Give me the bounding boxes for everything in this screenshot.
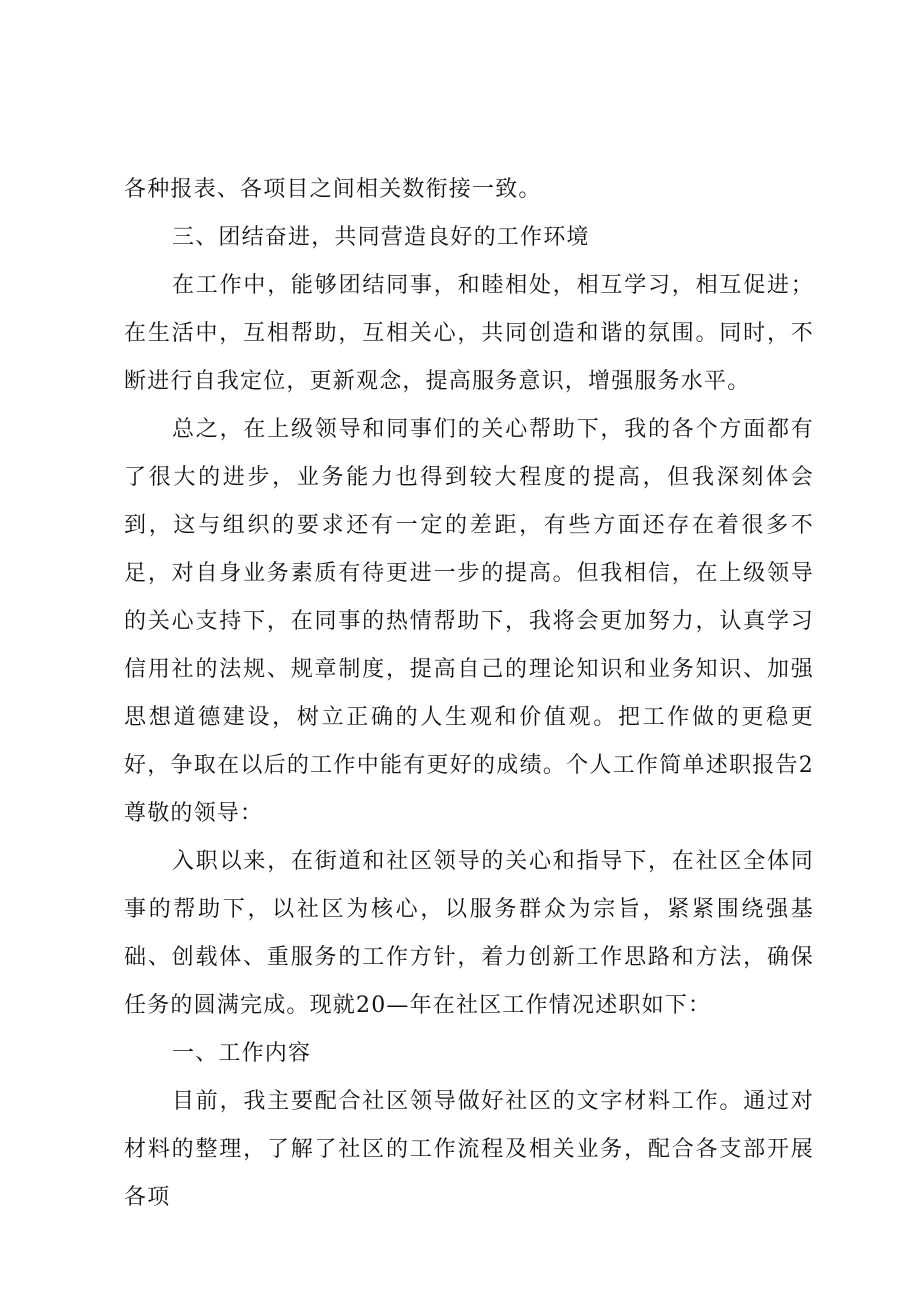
paragraph-summary: 总之，在上级领导和同事们的关心帮助下，我的各个方面都有了很大的进步，业务能力也得到较大程度的提高，但我深刻体会到，这与组织的要求还有一定的差距，有些方面还存在着很多不足，对自身业务素质有待更进一步的提高。但我相信，在上级领导的关心支持下，在同事的热情帮助下，我将会更加努力，认真学习信用社的法规、规章制度，提高自己的理论知识和业务知识、加强思想道德建设，树立正确的人生观和价值观。把工作做的更稳更好，争取在以后的工作中能有更好的成绩。个人工作简单述职报告2尊敬的领导： [124, 417, 814, 826]
paragraph-introduction: 入职以来，在街道和社区领导的关心和指导下，在社区全体同事的帮助下，以社区为核心，以服务群众为宗旨，紧紧围绕强基础、创载体、重服务的工作方针，着力创新工作思路和方法，确保任务的圆满完成。现就20—年在社区工作情况述职如下： [124, 849, 814, 1018]
document-body [124, 166, 814, 1222]
paragraph-work-content: 目前，我主要配合社区领导做好社区的文字材料工作。通过对材料的整理，了解了社区的工作流程及相关业务，配合各支部开展各项 [124, 1089, 814, 1210]
paragraph-report-consistency: 各种报表、各项目之间相关数衔接一致。 [124, 177, 542, 202]
paragraph-teamwork: 在工作中，能够团结同事，和睦相处，相互学习，相互促进；在生活中，互相帮助，互相关心，共同创造和谐的氛围。同时，不断进行自我定位，更新观念，提高服务意识，增强服务水平。 [124, 273, 814, 394]
section-heading-work-content: 一、工作内容 [172, 1041, 312, 1066]
section-heading-teamwork: 三、团结奋进，共同营造良好的工作环境 [172, 225, 590, 250]
